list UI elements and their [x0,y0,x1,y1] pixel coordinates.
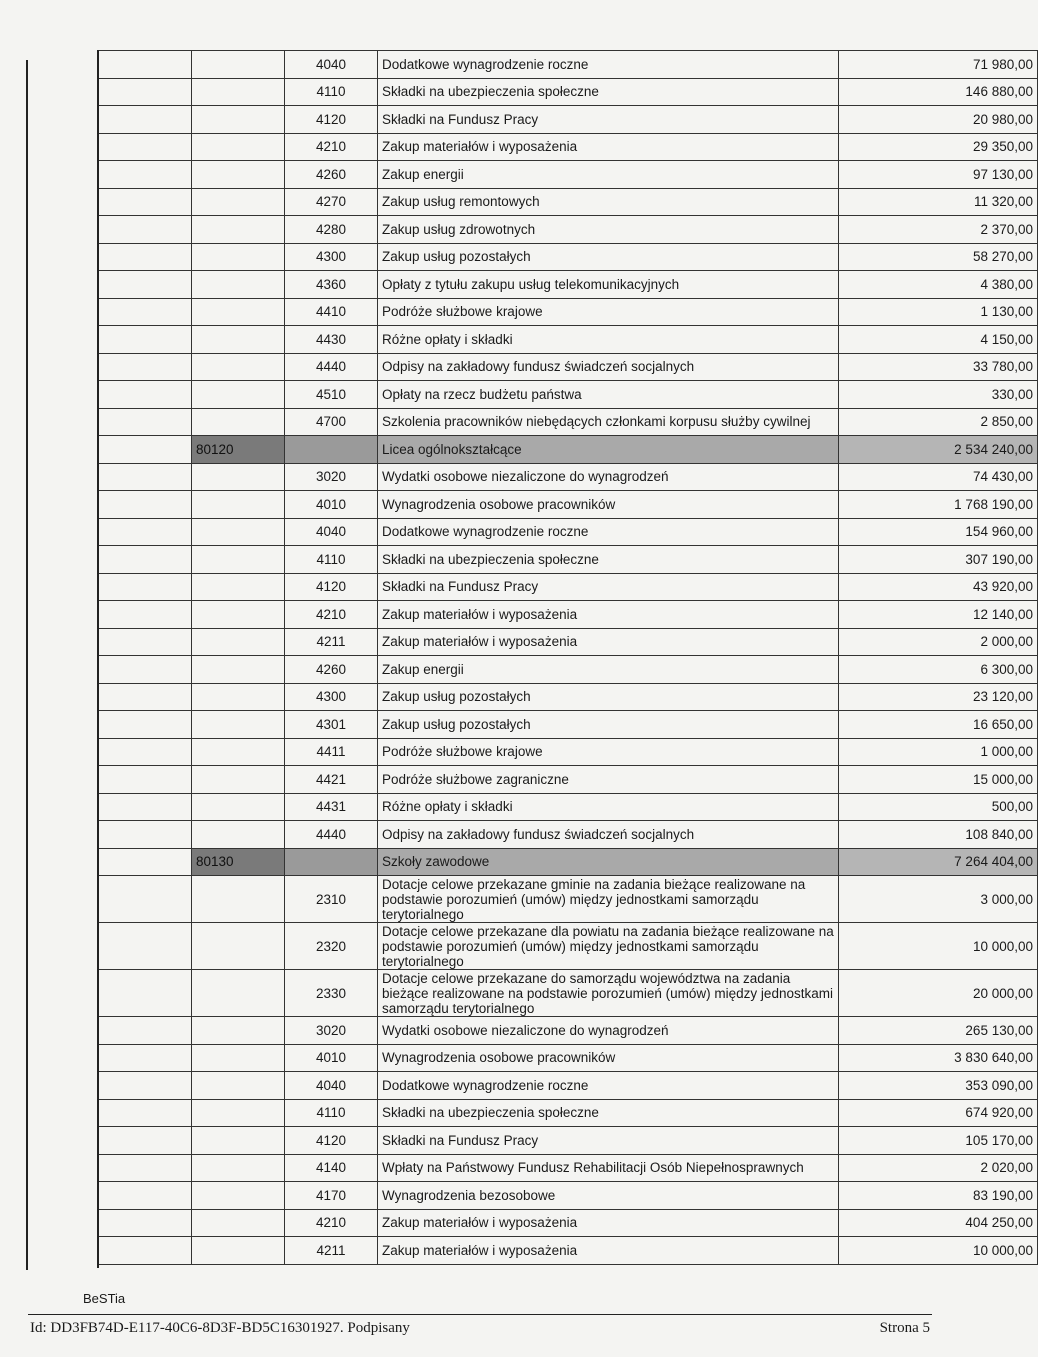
table-row [99,51,1038,79]
table-row [99,133,1038,161]
name-cell: Zakup energii [378,161,839,189]
dzial-cell [99,188,192,216]
dzial-cell [99,298,192,326]
table-row [99,188,1038,216]
paragraf-cell: 3020 [285,1017,378,1045]
paragraf-cell [285,848,378,876]
table-row [99,1154,1038,1182]
name-cell: Wydatki osobowe niezaliczone do wynagrodzeń [378,463,839,491]
paragraf-cell: 4300 [285,243,378,271]
rozdzial-cell [192,923,285,970]
value-cell: 2 370,00 [839,216,1038,244]
dzial-cell [99,1072,192,1100]
document-id: Id: DD3FB74D-E117-40C6-8D3F-BD5C16301927. Podpisany [30,1320,410,1336]
name-cell: Dotacje celowe przekazane do samorządu województwa na zadania bieżące realizowane na podstawie porozumień (umów) między jednostkami samorządu terytorialnego [378,970,839,1017]
dzial-cell [99,821,192,849]
dzial-cell [99,848,192,876]
paragraf-cell: 4260 [285,161,378,189]
dzial-cell [99,463,192,491]
value-cell: 108 840,00 [839,821,1038,849]
paragraf-cell [285,436,378,464]
rozdzial-cell [192,1017,285,1045]
dzial-cell [99,546,192,574]
rozdzial-cell [192,1154,285,1182]
rozdzial-cell [192,573,285,601]
value-cell: 10 000,00 [839,923,1038,970]
table-row [99,298,1038,326]
value-cell: 10 000,00 [839,1237,1038,1265]
dzial-cell [99,573,192,601]
dzial-cell [99,793,192,821]
paragraf-cell: 4210 [285,1209,378,1237]
value-cell: 404 250,00 [839,1209,1038,1237]
rozdzial-cell [192,628,285,656]
table-row [99,491,1038,519]
table-row [99,1182,1038,1210]
paragraf-cell: 4260 [285,656,378,684]
dzial-cell [99,216,192,244]
rozdzial-cell [192,1182,285,1210]
paragraf-cell: 3020 [285,463,378,491]
rozdzial-cell: 80120 [192,436,285,464]
rozdzial-cell [192,793,285,821]
table-row [99,161,1038,189]
value-cell: 43 920,00 [839,573,1038,601]
dzial-cell [99,766,192,794]
dzial-cell [99,876,192,923]
dzial-cell [99,51,192,79]
rozdzial-cell [192,133,285,161]
dzial-cell [99,106,192,134]
rozdzial-cell [192,1237,285,1265]
paragraf-cell: 2330 [285,970,378,1017]
name-cell: Dodatkowe wynagrodzenie roczne [378,1072,839,1100]
paragraf-cell: 4120 [285,573,378,601]
rozdzial-cell [192,656,285,684]
dzial-cell [99,243,192,271]
dzial-cell [99,1154,192,1182]
name-cell: Zakup materiałów i wyposażenia [378,133,839,161]
dzial-cell [99,656,192,684]
value-cell: 7 264 404,00 [839,848,1038,876]
name-cell: Zakup usług pozostałych [378,243,839,271]
page-number: Strona 5 [879,1320,930,1336]
paragraf-cell: 4301 [285,711,378,739]
paragraf-cell: 4170 [285,1182,378,1210]
value-cell: 265 130,00 [839,1017,1038,1045]
paragraf-cell: 4110 [285,78,378,106]
name-cell: Wynagrodzenia osobowe pracowników [378,491,839,519]
table-row [99,546,1038,574]
value-cell: 2 534 240,00 [839,436,1038,464]
name-cell: Podróże służbowe zagraniczne [378,766,839,794]
rozdzial-cell [192,408,285,436]
rozdzial-cell [192,381,285,409]
name-cell: Odpisy na zakładowy fundusz świadczeń socjalnych [378,353,839,381]
value-cell: 74 430,00 [839,463,1038,491]
paragraf-cell: 4411 [285,738,378,766]
rozdzial-cell [192,683,285,711]
name-cell: Składki na Fundusz Pracy [378,1127,839,1155]
dzial-cell [99,381,192,409]
table-row [99,970,1038,1017]
name-cell: Podróże służbowe krajowe [378,738,839,766]
name-cell: Zakup usług pozostałych [378,683,839,711]
name-cell: Wynagrodzenia osobowe pracowników [378,1044,839,1072]
value-cell: 20 000,00 [839,970,1038,1017]
table-row [99,683,1038,711]
dzial-cell [99,923,192,970]
rozdzial-cell [192,491,285,519]
table-row [99,271,1038,299]
value-cell: 330,00 [839,381,1038,409]
rozdzial-cell [192,1209,285,1237]
paragraf-cell: 4510 [285,381,378,409]
table-row [99,1209,1038,1237]
value-cell: 3 830 640,00 [839,1044,1038,1072]
table-row [99,518,1038,546]
paragraf-cell: 4430 [285,326,378,354]
rozdzial-cell: 80130 [192,848,285,876]
name-cell: Szkolenia pracowników niebędących członkami korpusu służby cywilnej [378,408,839,436]
table-row [99,628,1038,656]
name-cell: Opłaty z tytułu zakupu usług telekomunikacyjnych [378,271,839,299]
rozdzial-cell [192,970,285,1017]
name-cell: Zakup usług remontowych [378,188,839,216]
dzial-cell [99,1099,192,1127]
paragraf-cell: 4010 [285,1044,378,1072]
rozdzial-cell [192,188,285,216]
name-cell: Dodatkowe wynagrodzenie roczne [378,518,839,546]
paragraf-cell: 4360 [285,271,378,299]
rozdzial-cell [192,78,285,106]
paragraf-cell: 4040 [285,51,378,79]
dzial-cell [99,133,192,161]
rozdzial-cell [192,243,285,271]
name-cell: Wynagrodzenia bezosobowe [378,1182,839,1210]
rozdzial-cell [192,326,285,354]
value-cell: 307 190,00 [839,546,1038,574]
paragraf-cell: 4280 [285,216,378,244]
table-row [99,1044,1038,1072]
paragraf-cell: 4010 [285,491,378,519]
rozdzial-cell [192,546,285,574]
dzial-cell [99,1017,192,1045]
table-row [99,326,1038,354]
table-row [99,711,1038,739]
table-row [99,601,1038,629]
dzial-cell [99,970,192,1017]
value-cell: 71 980,00 [839,51,1038,79]
name-cell: Odpisy na zakładowy fundusz świadczeń socjalnych [378,821,839,849]
rozdzial-cell [192,711,285,739]
name-cell: Opłaty na rzecz budżetu państwa [378,381,839,409]
rozdzial-cell [192,51,285,79]
name-cell: Składki na Fundusz Pracy [378,573,839,601]
rozdzial-cell [192,1127,285,1155]
name-cell: Zakup materiałów i wyposażenia [378,1209,839,1237]
dzial-cell [99,408,192,436]
dzial-cell [99,326,192,354]
table-row [99,1127,1038,1155]
name-cell: Składki na Fundusz Pracy [378,106,839,134]
value-cell: 4 150,00 [839,326,1038,354]
dzial-cell [99,491,192,519]
paragraf-cell: 4211 [285,1237,378,1265]
paragraf-cell: 4300 [285,683,378,711]
paragraf-cell: 4440 [285,821,378,849]
rozdzial-cell [192,161,285,189]
table-body [99,51,1038,1265]
dzial-cell [99,1182,192,1210]
value-cell: 353 090,00 [839,1072,1038,1100]
value-cell: 23 120,00 [839,683,1038,711]
name-cell: Składki na ubezpieczenia społeczne [378,546,839,574]
table-row [99,353,1038,381]
name-cell: Dotacje celowe przekazane gminie na zadania bieżące realizowane na podstawie porozumień (umów) między jednostkami samorządu terytorialnego [378,876,839,923]
dzial-cell [99,436,192,464]
value-cell: 500,00 [839,793,1038,821]
paragraf-cell: 4440 [285,353,378,381]
value-cell: 2 000,00 [839,628,1038,656]
table-row [99,738,1038,766]
rozdzial-cell [192,1044,285,1072]
paragraf-cell: 4410 [285,298,378,326]
section-row [99,436,1038,464]
value-cell: 33 780,00 [839,353,1038,381]
brand-label: BeSTia [83,1291,126,1306]
dzial-cell [99,601,192,629]
name-cell: Wpłaty na Państwowy Fundusz Rehabilitacji Osób Niepełnosprawnych [378,1154,839,1182]
table-row [99,1099,1038,1127]
dzial-cell [99,78,192,106]
name-cell: Dodatkowe wynagrodzenie roczne [378,51,839,79]
footer-rule [28,1314,932,1315]
paragraf-cell: 4120 [285,106,378,134]
paragraf-cell: 4431 [285,793,378,821]
name-cell: Wydatki osobowe niezaliczone do wynagrodzeń [378,1017,839,1045]
value-cell: 15 000,00 [839,766,1038,794]
table-row [99,381,1038,409]
name-cell: Różne opłaty i składki [378,326,839,354]
dzial-cell [99,353,192,381]
table-row [99,216,1038,244]
rozdzial-cell [192,353,285,381]
dzial-cell [99,1044,192,1072]
table-row [99,463,1038,491]
value-cell: 11 320,00 [839,188,1038,216]
value-cell: 4 380,00 [839,271,1038,299]
value-cell: 1 130,00 [839,298,1038,326]
dzial-cell [99,628,192,656]
dzial-cell [99,711,192,739]
rozdzial-cell [192,298,285,326]
value-cell: 2 850,00 [839,408,1038,436]
paragraf-cell: 4110 [285,546,378,574]
name-cell: Zakup materiałów i wyposażenia [378,601,839,629]
value-cell: 58 270,00 [839,243,1038,271]
rozdzial-cell [192,463,285,491]
rozdzial-cell [192,1099,285,1127]
value-cell: 3 000,00 [839,876,1038,923]
rozdzial-cell [192,738,285,766]
name-cell: Dotacje celowe przekazane dla powiatu na zadania bieżące realizowane na podstawie porozumień (umów) między jednostkami samorządu terytorialnego [378,923,839,970]
rozdzial-cell [192,876,285,923]
rozdzial-cell [192,106,285,134]
table-row [99,656,1038,684]
value-cell: 2 020,00 [839,1154,1038,1182]
name-cell: Składki na ubezpieczenia społeczne [378,78,839,106]
dzial-cell [99,1237,192,1265]
paragraf-cell: 4210 [285,133,378,161]
table-row [99,106,1038,134]
paragraf-cell: 2310 [285,876,378,923]
value-cell: 6 300,00 [839,656,1038,684]
table-row [99,408,1038,436]
table-row [99,876,1038,923]
dzial-cell [99,271,192,299]
table-row [99,923,1038,970]
name-cell: Zakup materiałów i wyposażenia [378,628,839,656]
table-row [99,1072,1038,1100]
dzial-cell [99,1209,192,1237]
value-cell: 1 000,00 [839,738,1038,766]
paragraf-cell: 4110 [285,1099,378,1127]
dzial-cell [99,518,192,546]
name-cell: Różne opłaty i składki [378,793,839,821]
value-cell: 29 350,00 [839,133,1038,161]
rozdzial-cell [192,518,285,546]
name-cell: Składki na ubezpieczenia społeczne [378,1099,839,1127]
value-cell: 105 170,00 [839,1127,1038,1155]
value-cell: 20 980,00 [839,106,1038,134]
name-cell: Zakup usług pozostałych [378,711,839,739]
value-cell: 12 140,00 [839,601,1038,629]
table-row [99,573,1038,601]
name-cell: Szkoły zawodowe [378,848,839,876]
budget-expenses-table [99,50,1038,1265]
value-cell: 674 920,00 [839,1099,1038,1127]
rozdzial-cell [192,271,285,299]
table-row [99,793,1038,821]
rozdzial-cell [192,821,285,849]
paragraf-cell: 4040 [285,1072,378,1100]
name-cell: Zakup energii [378,656,839,684]
rozdzial-cell [192,601,285,629]
section-row [99,848,1038,876]
value-cell: 97 130,00 [839,161,1038,189]
dzial-cell [99,738,192,766]
dzial-cell [99,683,192,711]
paragraf-cell: 4270 [285,188,378,216]
table-row [99,821,1038,849]
rozdzial-cell [192,1072,285,1100]
table-row [99,243,1038,271]
dzial-cell [99,1127,192,1155]
paragraf-cell: 4140 [285,1154,378,1182]
paragraf-cell: 4210 [285,601,378,629]
rozdzial-cell [192,216,285,244]
table-row [99,766,1038,794]
rozdzial-cell [192,766,285,794]
paragraf-cell: 4120 [285,1127,378,1155]
name-cell: Podróże służbowe krajowe [378,298,839,326]
table-row [99,78,1038,106]
paragraf-cell: 4211 [285,628,378,656]
paragraf-cell: 2320 [285,923,378,970]
value-cell: 154 960,00 [839,518,1038,546]
table-row [99,1237,1038,1265]
name-cell: Zakup materiałów i wyposażenia [378,1237,839,1265]
value-cell: 16 650,00 [839,711,1038,739]
left-margin-line [26,60,28,1270]
value-cell: 146 880,00 [839,78,1038,106]
value-cell: 1 768 190,00 [839,491,1038,519]
paragraf-cell: 4040 [285,518,378,546]
name-cell: Licea ogólnokształcące [378,436,839,464]
dzial-cell [99,161,192,189]
name-cell: Zakup usług zdrowotnych [378,216,839,244]
paragraf-cell: 4421 [285,766,378,794]
value-cell: 83 190,00 [839,1182,1038,1210]
paragraf-cell: 4700 [285,408,378,436]
table-row [99,1017,1038,1045]
